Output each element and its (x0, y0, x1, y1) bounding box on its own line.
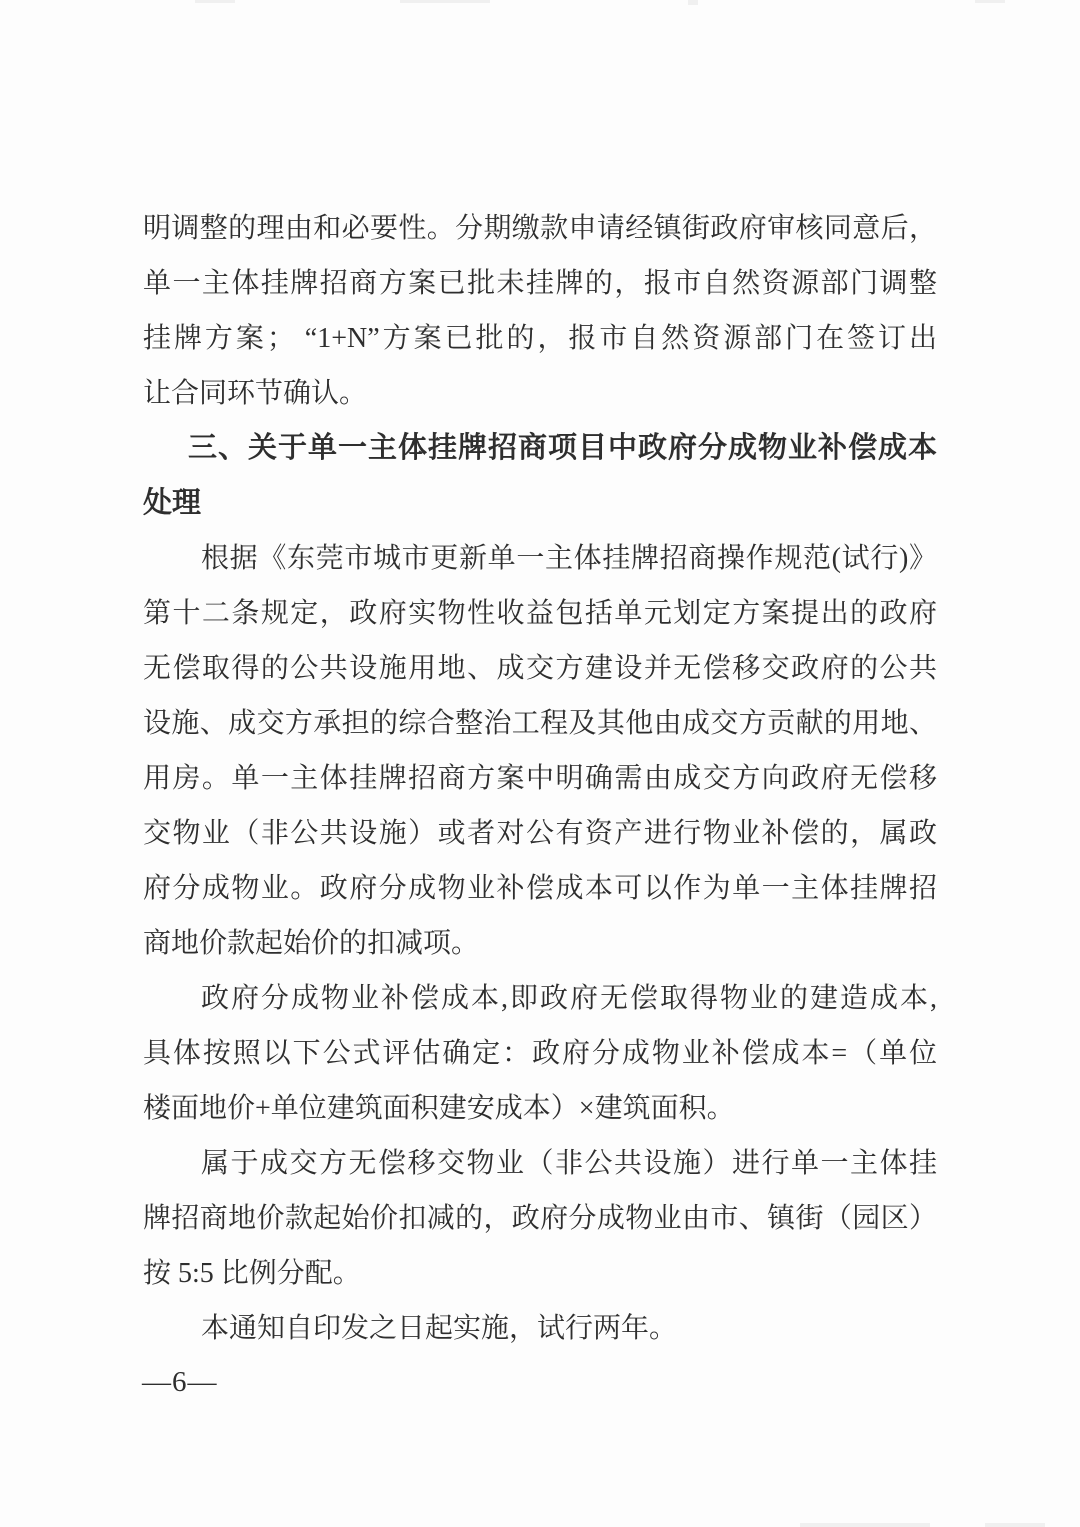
section-heading-line-1: 三、关于单一主体挂牌招商项目中政府分成物业补偿成本 (188, 432, 937, 464)
paragraph-continuation-line-3: 挂牌方案； “1+N”方案已批的，报市自然资源部门在签订出 (143, 323, 937, 354)
paragraph-effective-date-line: 本通知自印发之日起实施，试行两年。 (201, 1313, 678, 1344)
paragraph-continuation-line-2: 单一主体挂牌招商方案已批未挂牌的，报市自然资源部门调整 (143, 268, 937, 299)
document-content (143, 201, 937, 1356)
paragraph-basis-line-4: 设施、成交方承担的综合整治工程及其他由成交方贡献的用地、 (143, 708, 937, 739)
paragraph-basis-line-8: 商地价款起始价的扣减项。 (143, 928, 480, 959)
paragraph-formula-line-3: 楼面地价+单位建筑面积建安成本）×建筑面积。 (143, 1093, 735, 1124)
scan-artifact-top-4 (975, 0, 1005, 3)
paragraph-continuation-line-1: 明调整的理由和必要性。分期缴款申请经镇街政府审核同意后， (143, 213, 937, 244)
paragraph-basis-line-1: 根据《东莞市城市更新单一主体挂牌招商操作规范(试行)》 (201, 543, 937, 574)
paragraph-basis-line-5: 用房。单一主体挂牌招商方案中明确需由成交方向政府无偿移 (143, 763, 937, 794)
scan-artifact-bottom-2 (985, 1523, 1045, 1527)
paragraph-basis-line-3: 无偿取得的公共设施用地、成交方建设并无偿移交政府的公共 (143, 653, 937, 684)
paragraph-basis-line-6: 交物业（非公共设施）或者对公有资产进行物业补偿的，属政 (143, 818, 937, 849)
paragraph-basis-line-7: 府分成物业。政府分成物业补偿成本可以作为单一主体挂牌招 (143, 873, 937, 904)
paragraph-allocation-line-3: 按 5:5 比例分配。 (143, 1258, 361, 1289)
scan-artifact-top-2 (400, 0, 490, 3)
scan-artifact-top-1 (195, 0, 235, 3)
paragraph-formula-line-2: 具体按照以下公式评估确定：政府分成物业补偿成本=（单位 (143, 1038, 937, 1069)
paragraph-basis-line-2: 第十二条规定，政府实物性收益包括单元划定方案提出的政府 (143, 598, 937, 629)
page-number: —6— (142, 1366, 218, 1398)
section-heading-line-2: 处理 (143, 487, 202, 519)
paragraph-allocation-line-1: 属于成交方无偿移交物业（非公共设施）进行单一主体挂 (201, 1148, 937, 1179)
scan-artifact-bottom-1 (800, 1523, 930, 1527)
paragraph-continuation-line-4: 让合同环节确认。 (143, 378, 368, 409)
paragraph-formula-line-1: 政府分成物业补偿成本,即政府无偿取得物业的建造成本, (201, 983, 937, 1014)
scan-artifact-top-3 (688, 0, 698, 5)
paragraph-allocation-line-2: 牌招商地价款起始价扣减的，政府分成物业由市、镇街（园区） (143, 1203, 937, 1234)
